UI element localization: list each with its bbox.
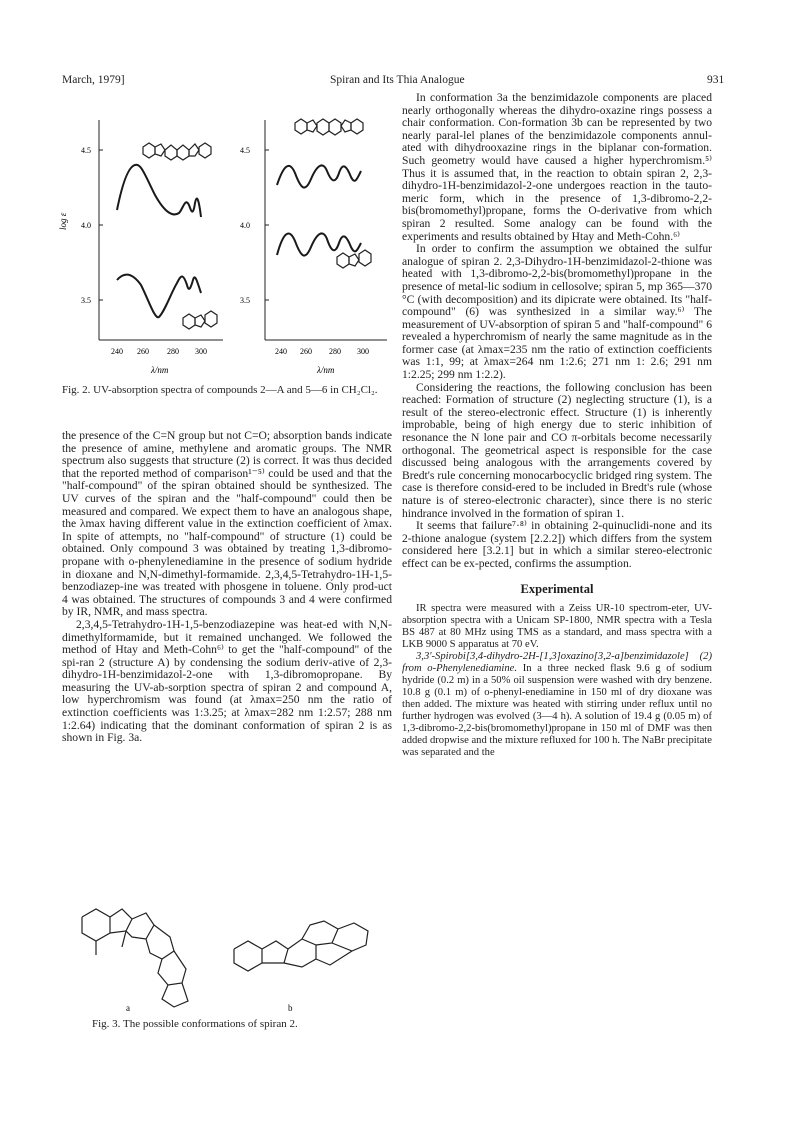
right-y-tick-35: 3.5 xyxy=(240,296,250,305)
running-header-date: March, 1979] xyxy=(62,74,125,86)
running-header-title: Spiran and Its Thia Analogue xyxy=(330,74,465,86)
label-b: b xyxy=(288,1003,293,1013)
right-paragraph-2: In order to confirm the assumption we obtained the sulfur analogue of spiran 2. 2,3-Dihydro-1H-benzimidazol-2-thione was heated with 1,3-dibromo-2,2-bis(bromomethyl)propane in the presence of metal-lic sodium in cellosolve; spiran 5, mp 365—370 °C (with decomposition) and its dipicrate were obtained. Its "half-compound" (6) was synthesized in a similar way.⁶⁾ The measurement of UV-absorption of spiran 5 and "half-compound" 6 revealed a hyperchromism of nearly the same magnitude as in the former case (at λmax=235 nm the ratio of extinction coefficients was 1:1, 99; at λmax=264 nm 1:2.6; 271 nm 1: 2.6; 291 nm 1:2.25; 299 nm 1:2.2). xyxy=(402,242,712,382)
experimental-heading: Experimental xyxy=(520,581,594,596)
left-column xyxy=(62,430,392,745)
experimental-paragraph-2 xyxy=(402,651,712,759)
figure-2-uv-spectra xyxy=(55,105,395,380)
figure-3-conformations xyxy=(62,895,392,1015)
conformation-a-drawing xyxy=(82,909,188,1007)
left-paragraph-2: 2,3,4,5-Tetrahydro-1H-1,5-benzodiazepine was heat-ed with N,N-dimethylformamide, but it remained unchanged. We followed the method of Htay and Meth-Cohn⁶⁾ to get the "half-compound" of the spi-ran 2 (structure A) by condensing the sodium deriv-ative of 2,3-dihydro-1H-benzimidazol-2-one with 1,3-dibromopropane. By measuring the UV-ab-sorption spectra of spiran 2 and compound A, low hyperchromism was found (at λmax=250 nm the ratio of extinction coefficients was 1:3.25; at λmax=282 nm 1:2.57; 288 nm 1:2.64) indicating that the dominant conformation of spiran 2 is as shown in Fig. 3a. xyxy=(62,617,392,745)
left-x-tick-260: 260 xyxy=(137,347,149,356)
right-y-tick-40: 4.0 xyxy=(240,221,250,230)
conformation-b-drawing xyxy=(234,921,368,971)
experimental-subheading: 3,3'-Spirobi[3,4-dihydro-2H-[1,3]oxazino[3,2-a]benzimidazole] (2) from o-Phenylenediamine. xyxy=(402,651,712,675)
left-paragraph-1: the presence of the C=N group but not C=O; absorption bands indicate the presence of amine, methylene and aromatic groups. The NMR spectrum also suggests that structure (2) is correct. It was thus decided that the reported method of comparison¹⁻⁵⁾ could be used and that the "half-compound" of the spiran obtained should be synthesized. The UV curves of the spiran and the "half-compound" could then be measured and compared. We expect them to have an analogous shape, the λmax having different value in the extinction coefficient of λmax. In spite of attempts, no "half-compound" of structure (1) could be obtained. Only compound 3 was obtained by treating 1,3-dibromo-propane with o-phenylenediamine in the presence of sodium hydride in dioxane and N,N-dimethyl-formamide. 2,3,4,5-Tetrahydro-1H-1,5-benzodiazep-ine was treated with phosgene in toluene. Only prod-uct 4 was obtained. The structures of compounds 3 and 4 were confirmed by IR, NMR, and mass spectra. xyxy=(62,429,392,619)
label-a: a xyxy=(126,1003,130,1013)
right-x-tick-260: 260 xyxy=(300,347,312,356)
right-paragraph-4: It seems that failure⁷·⁸⁾ in obtaining 2-quinuclidi-none and its 2-thione analogue (system [2.2.2]) which differs from the system considered here [3.2.1] but in which a similar stereo-electronic effect can be ex-pected, confirms the assumption. xyxy=(402,519,712,570)
figure-2-caption: Fig. 2. UV-absorption spectra of compounds 2—A and 5—6 in CH₂Cl₂. xyxy=(62,384,378,396)
right-y-tick-45: 4.5 xyxy=(240,146,250,155)
right-x-tick-240: 240 xyxy=(275,347,287,356)
y-axis-label: log ε xyxy=(58,212,68,230)
left-y-tick-35: 3.5 xyxy=(81,296,91,305)
page-number: 931 xyxy=(707,74,725,86)
spiran-2-structure xyxy=(143,143,211,160)
spiran-5-structure xyxy=(295,119,363,135)
experimental-paragraph-2-text: In a three necked flask 9.6 g of sodium hydride (0.2 m) in a 50% oil suspension were washed with dry benzene. 10.8 g (0.1 m) of o-phenyl-enediamine in 150 ml of dry dioxane was then added. The mixture was heated with stirring under reflux until no further hydrogen was evolved (3—4 h). A solution of 19.4 g (0.05 m) of 1,3-dibromo-2,2-bis(bromomethyl)propane in 150 ml of DMF was then added dropwise and the mixture refluxed for 100 h. The NaBr precipitate was separated and the xyxy=(402,663,712,759)
right-x-tick-280: 280 xyxy=(329,347,341,356)
left-y-tick-40: 4.0 xyxy=(81,221,91,230)
left-x-tick-280: 280 xyxy=(167,347,179,356)
compound-6-structure xyxy=(337,250,371,268)
figure-3-caption: Fig. 3. The possible conformations of spiran 2. xyxy=(92,1018,298,1030)
left-y-tick-45: 4.5 xyxy=(81,146,91,155)
compound-a-structure xyxy=(183,311,217,329)
left-x-axis-label: λ/nm xyxy=(151,365,169,375)
left-x-tick-300: 300 xyxy=(195,347,207,356)
right-paragraph-1: In conformation 3a the benzimidazole components are placed nearly orthogonally whereas the dihydro-oxazine rings possess a chair conformation. Con-formation 3b can be represented by two nearly paral-lel planes of the benzimidazole components annul-ated with dihydrooxazine rings in the biplanar con-formation. Such geometry would have caused a higher hyperchromism.⁵⁾ Thus it is assumed that, in the reaction to obtain spiran 2, 2,3-dihydro-1H-benzimidazol-2-one undergoes reaction in the tauto-meric form, which in the presence of 1,3-dibromo-2,2-bis(bromomethyl)propane, forms the O-derivative from which spiran 2 resulted. Some analogy can be found with the experiments and results obtained by Htay and Meth-Cohn.⁶⁾ xyxy=(402,91,712,243)
left-x-tick-240: 240 xyxy=(111,347,123,356)
right-x-axis-label: λ/nm xyxy=(317,365,335,375)
right-x-tick-300: 300 xyxy=(357,347,369,356)
right-paragraph-3: Considering the reactions, the following conclusion has been reached: Formation of structure (2) neglecting structure (1), is a result of the stereo-electronic effect. Structure (1) is inherently improbable, being of high energy due to steric inhibition of resonance the N lone pair and CO π-orbitals become necessarily orthogonal. The geometrical aspect is responsible for the case discussed being analogous with the arrangements covered by Bredt's rule concerning monocarbocyclic bridged ring system. The case is therefore consid-ered to be included in Bredt's rule (whose nature is of stereo-electronic character), since there is no steric hindrance involved in the formation of spiran 1. xyxy=(402,380,712,520)
right-column xyxy=(402,92,712,759)
experimental-paragraph-1: IR spectra were measured with a Zeiss UR-10 spectrom-eter, UV-absorption spectra with a Unicam SP-1800, NMR spectra with a Tesla BS 487 at 80 MHz using TMS as a standard, and mass spectra with a LKB 9000 S apparatus at 70 eV. xyxy=(402,603,712,651)
